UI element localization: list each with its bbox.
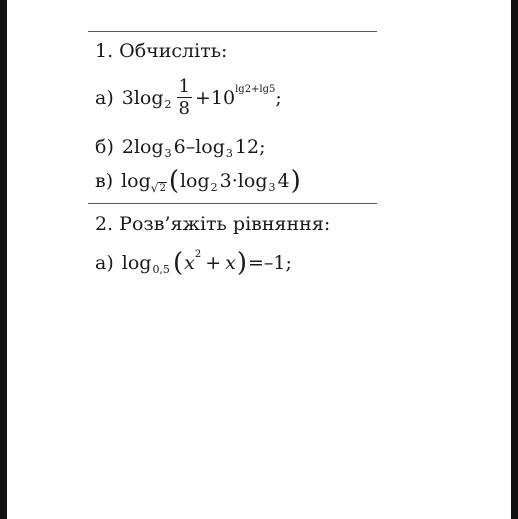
task-1c [95,168,302,194]
task-1b-arg2: 12; [234,136,266,158]
exponent: 2 [194,248,202,260]
fraction-denominator: 8 [178,98,190,119]
task-1a-fraction [177,78,192,118]
task-1a-coef: 3log [121,87,164,109]
task-1a-label: а) [95,87,114,109]
task-1c-sqrt [151,182,167,194]
section-1-title-text: 1. Обчисліть: [95,40,228,62]
task-1b-coef: 2log [121,136,164,158]
task-1b-base2: 3 [225,146,233,160]
variable-x: x [225,252,236,274]
close-paren: ) [236,248,247,278]
top-rule [88,31,377,32]
close-paren: ) [290,166,301,196]
task-1a-exponent: lg2+lg5 [235,83,276,95]
task-1c-inner-base2: 3 [268,180,276,194]
task-2a-rhs: =–1; [247,252,292,274]
task-2a-label: а) [95,252,114,274]
task-1b-base1: 3 [164,146,172,160]
task-2a [95,250,292,276]
task-1b-minus-log: –log [185,136,225,158]
plus-sign: + [205,252,222,274]
section-1-title [95,40,227,62]
task-2a-log: log [121,252,152,274]
task-1b [95,136,266,158]
task-1a-end: ; [275,87,282,109]
task-1c-inner-log1: log [179,170,210,192]
section-2-title [95,213,330,235]
open-paren: ( [172,248,184,278]
task-1c-log: log [121,170,151,192]
task-1a-plus-ten: +10 [194,87,236,109]
task-2a-base: 0,5 [152,262,170,276]
document-page [7,0,511,519]
radicand: 2 [159,183,166,194]
task-1a [95,78,282,118]
open-paren: ( [168,166,179,196]
task-1a-base: 2 [164,97,172,111]
middle-rule [88,203,377,204]
task-1c-inner-arg2: 4 [277,170,290,192]
radical-sign: √ [150,181,159,195]
task-1c-inner-base1: 2 [210,180,218,194]
variable-x: x [184,252,195,274]
task-1c-label: в) [95,170,114,192]
task-1b-label: б) [95,136,114,158]
fraction-numerator: 1 [178,76,190,97]
task-1c-inner-arg1: 3·log [219,170,268,192]
section-2-title-text: 2. Розв’яжіть рівняння: [95,213,331,235]
task-1b-arg1: 6 [173,136,186,158]
